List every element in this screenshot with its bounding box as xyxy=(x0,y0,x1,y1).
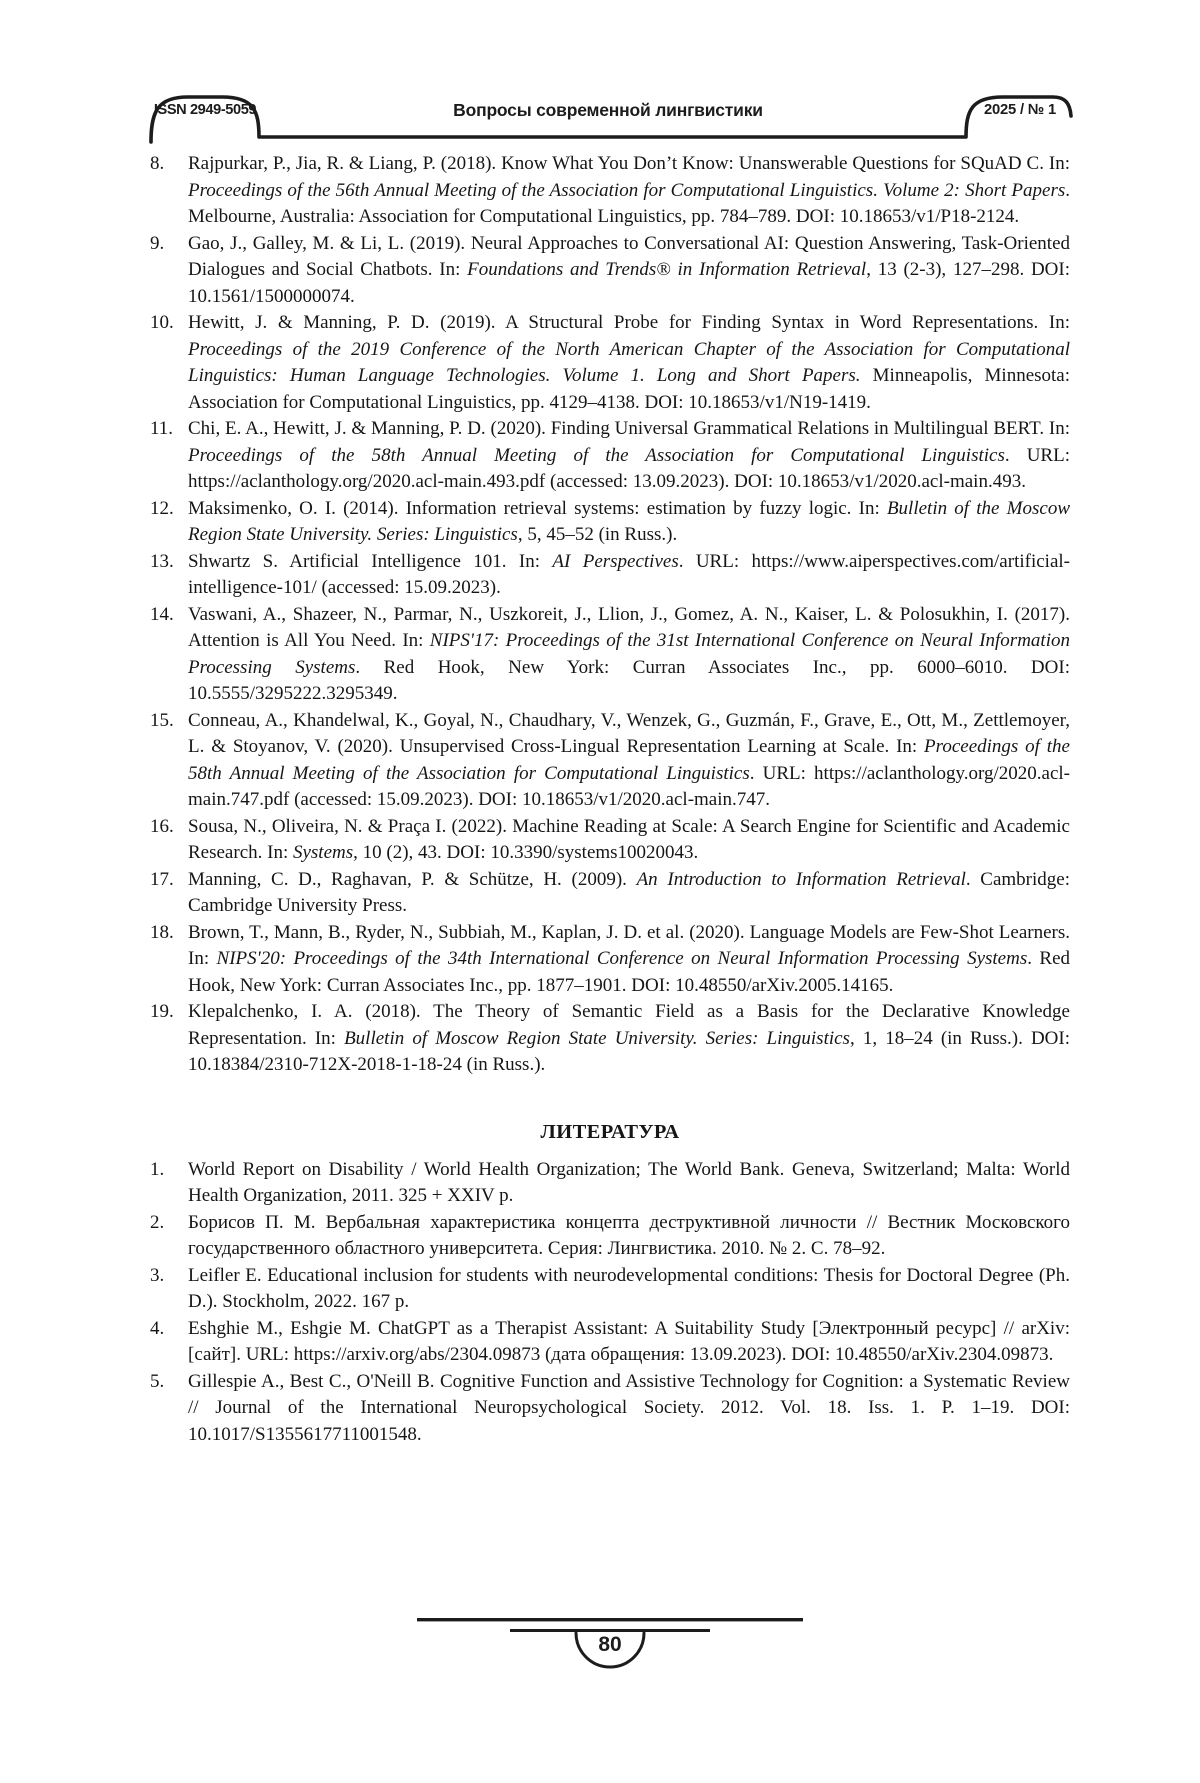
reference-text: Gillespie A., Best C., O'Neill B. Cognitive Function and Assistive Technology for Cognition: a Systematic Review // Journal of the International Neuropsychological Society. 2012. Vol. 18. Iss. 1. P. 1–19. DOI: 10.1017/S1355617711001548. xyxy=(188,1370,1070,1445)
reference-text: Shwartz S. Artificial Intelligence 101. In: AI Perspectives. URL: https://www.aiperspectives.com/artificial-intelligence-101/ (accessed: 15.09.2023). xyxy=(188,550,1070,598)
reference-number: 12. xyxy=(150,497,174,519)
reference-item xyxy=(150,602,1070,708)
reference-item xyxy=(150,151,1070,231)
header-issn: ISSN 2949-5059 xyxy=(153,102,257,118)
reference-text: Sousa, N., Oliveira, N. & Praça I. (2022). Machine Reading at Scale: A Search Engine for Scientific and Academic Research. In: Systems, 10 (2), 43. DOI: 10.3390/systems10020043. xyxy=(188,815,1070,863)
reference-item xyxy=(150,920,1070,1000)
reference-number: 16. xyxy=(150,815,174,837)
reference-text: Rajpurkar, P., Jia, R. & Liang, P. (2018). Know What You Don’t Know: Unanswerable Questions for SQuAD C. In: Proceedings of the 56th Annual Meeting of the Association for Computational Linguistics. Volume 2: Short Papers. Melbourne, Australia: Association for Computational Linguistics, pp. 784–789. DOI: 10.18653/v1/P18-2124. xyxy=(188,153,1070,227)
reference-item xyxy=(150,496,1070,549)
reference-number: 18. xyxy=(150,921,174,943)
reference-item xyxy=(150,867,1070,920)
reference-text: Vaswani, A., Shazeer, N., Parmar, N., Uszkoreit, J., Llion, J., Gomez, A. N., Kaiser, L. & Polosukhin, I. (2017). Attention is All You Need. In: NIPS'17: Proceedings of the 31st International Conference on Neural Information Processing Systems. Red Hook, New York: Curran Associates Inc., pp. 6000–6010. DOI: 10.5555/3295222.3295349. xyxy=(188,603,1070,704)
references-section xyxy=(150,151,1070,1448)
reference-text: World Report on Disability / World Health Organization; The World Bank. Geneva, Switzerland; Malta: World Health Organization, 2011. 325 + XXIV p. xyxy=(188,1158,1070,1206)
reference-text: Maksimenko, O. I. (2014). Information retrieval systems: estimation by fuzzy logic. In: Bulletin of the Moscow Region State University. Series: Linguistics, 5, 45–52 (in Russ.). xyxy=(188,497,1070,545)
reference-number: 8. xyxy=(150,153,165,174)
reference-number: 4. xyxy=(150,1317,165,1339)
reference-item xyxy=(150,1316,1070,1369)
reference-item xyxy=(150,416,1070,496)
literatura-heading: ЛИТЕРАТУРА xyxy=(540,1120,680,1143)
reference-item xyxy=(150,310,1070,416)
references-list-russian xyxy=(150,1157,1070,1449)
footer-rule-long xyxy=(417,1618,803,1621)
reference-text: Eshghie M., Eshgie M. ChatGPT as a Therapist Assistant: A Suitability Study [Электронный ресурс] // arXiv: [сайт]. URL: https://arxiv.org/abs/2304.09873 (дата обращения: 13.09.2023). DOI: 10.48550/arXiv.2304.09873. xyxy=(188,1317,1070,1365)
footer-rule-short xyxy=(510,1629,710,1632)
reference-text: Leifler E. Educational inclusion for students with neurodevelopmental conditions: Thesis for Doctoral Degree (Ph. D.). Stockholm, 2022. 167 p. xyxy=(188,1264,1070,1312)
reference-text: Gao, J., Galley, M. & Li, L. (2019). Neural Approaches to Conversational AI: Question Answering, Task-Oriented Dialogues and Social Chatbots. In: Foundations and Trends® in Information Retrieval, 13 (2-3), 127–298. DOI: 10.1561/1500000074. xyxy=(188,232,1070,307)
reference-text: Klepalchenko, I. A. (2018). The Theory of Semantic Field as a Basis for the Declarative Knowledge Representation. In: Bulletin of Moscow Region State University. Series: Linguistics, 1, 18–24 (in Russ.). DOI: 10.18384/2310-712X-2018-1-18-24 (in Russ.). xyxy=(188,1001,1070,1075)
reference-number: 3. xyxy=(150,1264,165,1286)
reference-item xyxy=(150,549,1070,602)
reference-item xyxy=(150,1263,1070,1316)
reference-number: 17. xyxy=(150,868,174,890)
reference-number: 1. xyxy=(150,1158,165,1180)
reference-item xyxy=(150,1157,1070,1210)
reference-text: Chi, E. A., Hewitt, J. & Manning, P. D. (2020). Finding Universal Grammatical Relations in Multilingual BERT. In: Proceedings of the 58th Annual Meeting of the Association for Computational Linguistics. URL: https://aclanthology.org/2020.acl-main.493.pdf (accessed: 13.09.2023). DOI: 10.18653/v1/2020.acl-main.493. xyxy=(188,418,1070,492)
page-number: 80 xyxy=(598,1633,622,1656)
reference-number: 5. xyxy=(150,1370,165,1392)
reference-text: Manning, C. D., Raghavan, P. & Schütze, H. (2009). An Introduction to Information Retrieval. Cambridge: Cambridge University Press. xyxy=(188,868,1071,916)
reference-text: Борисов П. М. Вербальная характеристика концепта деструктивной личности // Вестник Московского государственного областного университета. Серия: Лингвистика. 2010. № 2. С. 78–92. xyxy=(188,1211,1070,1259)
reference-text: Brown, T., Mann, B., Ryder, N., Subbiah, M., Kaplan, J. D. et al. (2020). Language Models are Few-Shot Learners. In: NIPS'20: Proceedings of the 34th International Conference on Neural Information Processing Systems. Red Hook, New York: Curran Associates Inc., pp. 1877–1901. DOI: 10.48550/arXiv.2005.14165. xyxy=(188,921,1071,996)
reference-number: 19. xyxy=(150,1001,174,1022)
journal-title: Вопросы современной лингвистики xyxy=(453,100,763,120)
header-rule-ornament xyxy=(0,0,1200,150)
reference-item xyxy=(150,999,1070,1079)
reference-number: 10. xyxy=(150,312,174,333)
reference-number: 2. xyxy=(150,1211,165,1233)
header-issue: 2025 / № 1 xyxy=(983,102,1057,118)
references-list-english xyxy=(150,151,1070,1079)
reference-item xyxy=(150,1369,1070,1449)
reference-item xyxy=(150,231,1070,311)
reference-number: 11. xyxy=(150,418,174,439)
reference-number: 15. xyxy=(150,709,174,731)
reference-item xyxy=(150,814,1070,867)
reference-number: 13. xyxy=(150,550,174,572)
reference-item xyxy=(150,1210,1070,1263)
reference-text: Hewitt, J. & Manning, P. D. (2019). A Structural Probe for Finding Syntax in Word Representations. In: Proceedings of the 2019 Conference of the North American Chapter of the Association for Computational Linguistics: Human Language Technologies. Volume 1. Long and Short Papers. Minneapolis, Minnesota: Association for Computational Linguistics, pp. 4129–4138. DOI: 10.18653/v1/N19-1419. xyxy=(188,312,1071,413)
reference-number: 9. xyxy=(150,232,165,254)
reference-number: 14. xyxy=(150,603,174,625)
reference-item xyxy=(150,708,1070,814)
reference-text: Conneau, A., Khandelwal, K., Goyal, N., Chaudhary, V., Wenzek, G., Guzmán, F., Grave, E., Ott, M., Zettlemoyer, L. & Stoyanov, V. (2020). Unsupervised Cross-Lingual Representation Learning at Scale. In: Proceedings of the 58th Annual Meeting of the Association for Computational Linguistics. URL: https://aclanthology.org/2020.acl-main.747.pdf (accessed: 15.09.2023). DOI: 10.18653/v1/2020.acl-main.747. xyxy=(188,709,1070,810)
